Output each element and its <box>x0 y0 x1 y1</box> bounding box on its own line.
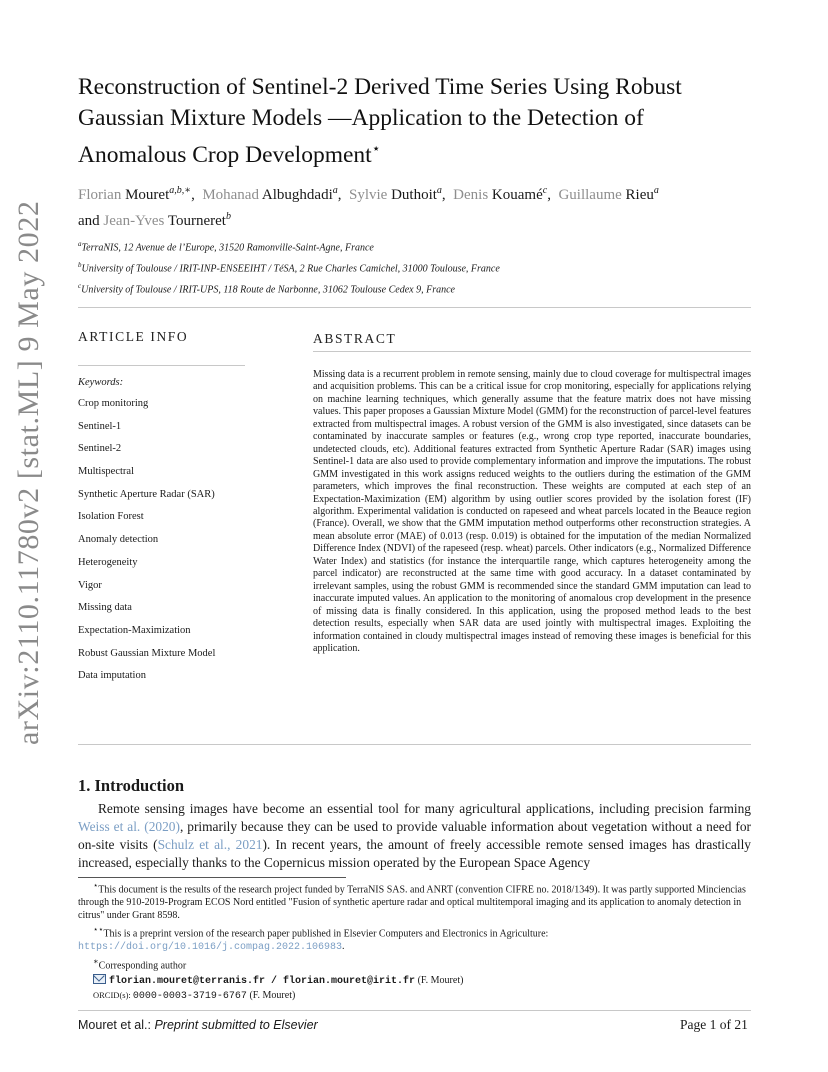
orcid-id[interactable]: 0000-0003-3719-6767 <box>132 991 247 1003</box>
divider <box>313 351 751 352</box>
footnote-preprint: ⋆⋆This is a preprint version of the research paper published in Elsevier Computers and Electronics in Agriculture: https://doi.org/10.1016/j.compag.2022.106983. <box>78 925 549 954</box>
author[interactable]: Florian Mouret$^{a,b,∗}$ <box>78 185 192 203</box>
keyword: Crop monitoring <box>78 398 149 409</box>
keyword: Vigor <box>78 579 102 591</box>
author[interactable]: Jean-Yves Tourneret$^b$ <box>103 211 231 229</box>
keyword: Expectation-Maximization <box>78 624 191 636</box>
keywords-label: Keywords: <box>78 377 124 388</box>
author[interactable]: Mohanad Albughdadi$^a$ <box>202 185 338 203</box>
author[interactable]: Sylvie Duthoit$^a$ <box>348 185 442 203</box>
author[interactable]: Guillaume Rieu$^a$ <box>558 185 659 203</box>
intro-text-3: ). In recent years, the amount of freely accessible remote sensed images has drastically increased, especially thanks to the Copernicus mission operated by the European Space Agency <box>78 837 751 870</box>
footer-left: Mouret et al.: Preprint submitted to Elsevier <box>78 1018 318 1032</box>
title-footnote-mark: ⋆ <box>371 142 381 157</box>
keyword: Sentinel-2 <box>78 443 122 455</box>
abstract-heading: ABSTRACT <box>313 331 397 346</box>
keyword: Synthetic Aperture Radar (SAR) <box>78 488 215 500</box>
footnotes <box>78 880 751 1004</box>
email-links[interactable]: florian.mouret@terranis.fr / florian.mouret@irit.fr <box>109 975 416 987</box>
keyword: Data imputation <box>78 670 146 682</box>
divider <box>78 744 751 745</box>
keyword: Isolation Forest <box>78 511 144 523</box>
affiliation: $^b$University of Toulouse / IRIT-INP-ENSEEIHT / TéSA, 2 Rue Charles Camichel, 31000 Toulouse, France <box>78 260 500 275</box>
affiliations <box>78 236 768 298</box>
footnote-corresponding: ∗Corresponding author <box>93 956 187 971</box>
and-word: and <box>78 213 100 229</box>
citation-link[interactable]: Schulz et al., 2021 <box>157 837 263 852</box>
paper-title <box>78 72 758 171</box>
title-line-3 <box>78 134 758 171</box>
article-info-heading: ARTICLE INFO <box>78 329 189 344</box>
affiliation: $^a$TerraNIS, 12 Avenue de l’Europe, 31520 Ramonville-Saint-Agne, France <box>78 240 374 254</box>
page-number: Page 1 of 21 <box>680 1017 748 1032</box>
envelope-icon <box>93 974 106 984</box>
keyword: Sentinel-1 <box>78 420 122 432</box>
arxiv-stamp: arXiv:2110.11780v2 [stat.ML] 9 May 2022 <box>12 200 45 745</box>
title-line-3-text: Anomalous Crop Development <box>78 141 372 168</box>
footnote-email: florian.mouret@terranis.fr / florian.mouret@irit.fr (F. Mouret) <box>78 974 751 989</box>
intro-text-1: Remote sensing images have become an essential tool for many agricultural applications, including precision farming <box>98 801 751 816</box>
doi-link[interactable]: https://doi.org/10.1016/j.compag.2022.106983 <box>78 942 343 954</box>
keyword: Multispectral <box>78 466 134 478</box>
keyword: Anomaly detection <box>78 534 159 546</box>
title-line-2: Gaussian Mixture Models —Application to the Detection of <box>78 105 644 131</box>
author[interactable]: Denis Kouamé$^c$ <box>453 185 548 203</box>
abstract-body: Missing data is a recurrent problem in remote sensing, mainly due to cloud coverage for multispectral images and acquisition problems. This can be a critical issue for crop monitoring, especially for applications relying on machine learning techniques, which generally assume that the feature matrix does not have missing values. This paper proposes a Gaussian Mixture Model (GMM) for the reconstruction of parcel-level features extracted from multispectral images. A robust version of the GMM is also investigated, since datasets can be contaminated by inaccurate samples or features (e.g., wrong crop type reported, inaccurate boundaries, undetected clouds, etc). Additional features extracted from Synthetic Aperture Radar (SAR) images using Sentinel-1 data are also used to provide complementary information and improve the imputations. The robust GMM investigated in this work assigns reduced weights to the outliers during the estimation of the GMM parameters, which improves the final reconstruction. These weights are computed at each step of an Expectation-Maximization (EM) algorithm by using outlier scores provided by the isolation forest (IF) algorithm. Experimental validation is conducted on rapeseed and wheat parcels located in the Beauce region (France). Overall, we show that the GMM imputation method outperforms other reconstruction strategies. A mean absolute error (MAE) of 0.013 (resp. 0.019) is obtained for the imputation of the median Normalized Difference Index (NDVI) of the rapeseed (resp. wheat) parcels. Other indicators (e.g., Normalized Difference Water Index) and statistics (for instance the interquartile range, which captures heterogeneity among the parcel indicator) are reconstructed at the same time with good accuracy. In a dataset contaminated by irrelevant samples, using the robust GMM is recommended since the standard GMM imputation can lead to inaccurate imputed values. An application to the monitoring of anomalous crop development in the presence of missing data is finally considered. In this application, using the proposed method leads to the best detection results, especially when SAR data are used jointly with multispectral images. Exploiting the information contained in cloudy multispectral images instead of removing these images is beneficial for this application. <box>313 369 751 654</box>
intro-text-2: , primarily because they can be used to provide valuable information about vegetation without a need for on-site visits ( <box>78 819 751 852</box>
footer-rule <box>78 1010 751 1011</box>
section-heading-introduction: 1. Introduction <box>78 776 185 795</box>
divider <box>78 365 245 366</box>
footnote-rule <box>78 877 346 878</box>
footnote-funding: ⋆This document is the results of the research project funded by TerraNIS SAS. and ANRT (convention CIFRE no. 2018/1349). It was partly supported Minciencias through the 910-2019-Program ECOS Nord entitled "Fusion of synthetic aperture radar and optical multitemporal imaging and its application to anomaly detection in citrus" under Grant 8598. <box>78 881 746 921</box>
divider <box>78 307 751 308</box>
keyword: Missing data <box>78 602 132 614</box>
keyword: Heterogeneity <box>78 556 138 568</box>
footnote-orcid: ORCID(s): 0000-0003-3719-6767 (F. Mouret) <box>93 990 296 1003</box>
intro-paragraph <box>78 800 751 872</box>
keyword: Robust Gaussian Mixture Model <box>78 647 216 659</box>
citation-link[interactable]: Weiss et al. (2020) <box>78 819 180 834</box>
keywords-list <box>78 377 308 692</box>
author-list: Florian Mouret$^{a,b,∗}$, Mohanad Albughdadi$^a$, Sylvie Duthoit$^a$, Denis Kouamé$^c$, Guillaume Rieu$^a$ and Jean-Yves Tourneret$^b$ <box>78 185 659 229</box>
title-line-1: Reconstruction of Sentinel-2 Derived Time Series Using Robust <box>78 74 682 100</box>
affiliation: $^c$University of Toulouse / IRIT-UPS, 118 Route de Narbonne, 31062 Toulouse Cedex 9, France <box>78 281 455 295</box>
